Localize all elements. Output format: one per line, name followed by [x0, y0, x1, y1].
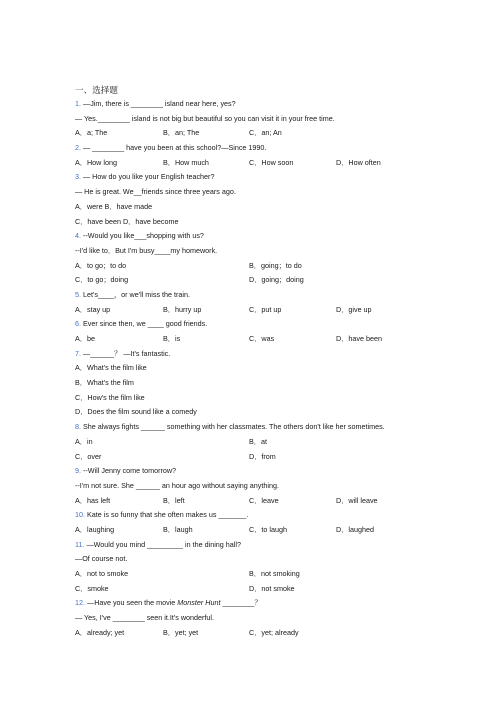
- stem-text: —Of course not.: [75, 554, 128, 564]
- stem-text: —Jim, there is ________ island near here, yes?: [83, 99, 236, 108]
- stem-text: —Would you mind _________ in the dining hall?: [86, 539, 241, 549]
- option-row: [75, 361, 435, 376]
- question-stem-line: [75, 464, 435, 479]
- question-number: 8.: [75, 422, 81, 432]
- stem-text: — ________ have you been at this school?—Since 1990.: [83, 143, 267, 153]
- stem-text: --Will Jenny come tomorrow?: [83, 466, 177, 476]
- answer-option: C．was: [249, 334, 275, 343]
- option-row: [75, 200, 435, 215]
- answer-option: A．in: [75, 436, 93, 446]
- stem-text: Kate is so funny that she often makes us _______.: [87, 510, 249, 520]
- question-stem-line: [75, 97, 435, 112]
- question-item: [75, 170, 435, 229]
- question-stem-line: [75, 229, 435, 244]
- question-number: 10.: [75, 510, 85, 520]
- stem-text: ________？: [220, 598, 262, 608]
- answer-option: B．is: [163, 334, 181, 343]
- option-row: [75, 567, 435, 582]
- question-stem-line: [75, 538, 435, 553]
- answer-option: C．How's the film like: [75, 392, 145, 402]
- option-row: [75, 303, 435, 318]
- answer-option: A．laughing: [75, 524, 115, 534]
- stem-text: —Have you seen the movie: [87, 598, 178, 608]
- stem-text: — Yes.________ island is not big but beautiful so you can visit it in your free time.: [75, 113, 335, 123]
- question-number: 11.: [75, 539, 85, 549]
- question-item: [75, 596, 435, 640]
- option-row: [75, 435, 435, 450]
- option-row: [75, 626, 435, 641]
- answer-option: D．not smoke: [249, 583, 295, 593]
- answer-option: D．going；doing: [249, 275, 304, 285]
- option-row: [75, 494, 435, 509]
- question-stem-line: [75, 185, 435, 200]
- question-stem-line: [75, 112, 435, 127]
- question-item: [75, 538, 435, 597]
- exam-content: [75, 84, 435, 640]
- option-row: [75, 450, 435, 465]
- option-row: [75, 582, 435, 597]
- stem-text: Ever since then, we ____ good friends.: [83, 319, 208, 329]
- answer-option: A．How long: [75, 157, 117, 167]
- stem-italic-title: Monster Hunt: [177, 598, 221, 608]
- question-item: [75, 97, 435, 141]
- stem-text: — He is great. We__friends since three years ago.: [75, 187, 236, 197]
- answer-option: B．at: [249, 436, 267, 446]
- answer-option: A．a; The: [75, 128, 108, 138]
- answer-option: A．stay up: [75, 304, 111, 314]
- answer-option: A．has left: [75, 495, 111, 505]
- question-stem-line: [75, 244, 435, 259]
- answer-option: A．already; yet: [75, 627, 125, 637]
- answer-option: B．yet; yet: [163, 627, 199, 637]
- answer-option: C．leave: [249, 495, 279, 505]
- option-row: [75, 156, 435, 171]
- answer-option: C．to laugh: [249, 524, 287, 534]
- answer-option: C．put up: [249, 304, 282, 314]
- question-item: [75, 141, 435, 170]
- question-number: 3.: [75, 172, 81, 182]
- option-row: [75, 332, 435, 347]
- stem-text: — Yes, I've ________ seen it.It's wonderful.: [75, 613, 214, 623]
- question-number: 6.: [75, 319, 81, 329]
- question-stem-line: [75, 347, 435, 362]
- answer-option: D．give up: [336, 304, 372, 314]
- question-number: 2.: [75, 143, 81, 153]
- option-row: [75, 391, 435, 406]
- answer-option: C．yet; already: [249, 627, 299, 637]
- question-item: [75, 420, 435, 464]
- answer-option: B．going；to do: [249, 260, 302, 270]
- option-row: [75, 126, 435, 141]
- question-stem-line: [75, 170, 435, 185]
- question-list: [75, 97, 435, 640]
- stem-text: --Would you like___shopping with us?: [83, 231, 204, 241]
- question-number: 7.: [75, 348, 81, 358]
- answer-option: D．Does the film sound like a comedy: [75, 407, 197, 417]
- answer-option: A．not to smoke: [75, 569, 129, 578]
- question-stem-line: [75, 611, 435, 626]
- answer-option: B．left: [163, 495, 185, 505]
- answer-option: C．have been D．have become: [75, 216, 179, 226]
- question-number: 5.: [75, 289, 81, 299]
- answer-option: B．not smoking: [249, 569, 300, 578]
- question-number: 4.: [75, 231, 81, 241]
- answer-option: D．will leave: [336, 495, 378, 505]
- question-stem-line: [75, 420, 435, 435]
- answer-option: D．have been: [336, 334, 382, 343]
- question-stem-line: [75, 141, 435, 156]
- question-number: 9.: [75, 466, 81, 476]
- option-row: [75, 405, 435, 420]
- question-stem-line: [75, 288, 435, 303]
- answer-option: D．from: [249, 451, 276, 461]
- answer-option: B．an; The: [163, 128, 200, 138]
- stem-text: --I'd like to．But I'm busy____my homework.: [75, 245, 218, 255]
- option-row: [75, 523, 435, 538]
- question-item: [75, 347, 435, 420]
- stem-text: —______？ —It's fantastic.: [83, 348, 171, 358]
- option-row: [75, 215, 435, 230]
- question-stem-line: [75, 596, 435, 611]
- answer-option: C．to go；doing: [75, 275, 129, 285]
- answer-option: C．an; An: [249, 128, 282, 138]
- answer-option: A．to go；to do: [75, 260, 127, 270]
- stem-text: She always fights ______ something with her classmates. The others don't like her sometimes.: [83, 422, 385, 432]
- answer-option: C．How soon: [249, 157, 294, 167]
- answer-option: B．hurry up: [163, 304, 202, 314]
- option-row: [75, 376, 435, 391]
- question-number: 1.: [75, 99, 81, 108]
- question-stem-line: [75, 552, 435, 567]
- question-item: [75, 508, 435, 537]
- question-stem-line: [75, 479, 435, 494]
- answer-option: C．smoke: [75, 583, 109, 593]
- stem-text: Let's____，or we'll miss the train.: [83, 289, 191, 299]
- question-item: [75, 464, 435, 508]
- answer-option: A．What's the film like: [75, 363, 147, 373]
- stem-text: --I'm not sure. She ______ an hour ago without saying anything.: [75, 480, 279, 490]
- answer-option: B．How much: [163, 157, 209, 167]
- question-item: [75, 288, 435, 317]
- answer-option: A．be: [75, 334, 95, 343]
- answer-option: A．were B．have made: [75, 201, 153, 211]
- question-item: [75, 317, 435, 346]
- option-row: [75, 259, 435, 274]
- question-item: [75, 229, 435, 288]
- answer-option: D．How often: [336, 157, 381, 167]
- section-title: 一、选择题: [75, 85, 118, 95]
- question-stem-line: [75, 508, 435, 523]
- question-number: 12.: [75, 598, 85, 608]
- answer-option: B．What's the film: [75, 378, 134, 388]
- question-stem-line: [75, 317, 435, 332]
- option-row: [75, 273, 435, 288]
- answer-option: D．laughed: [336, 524, 374, 534]
- stem-text: — How do you like your English teacher?: [83, 172, 215, 182]
- answer-option: C．over: [75, 451, 102, 461]
- answer-option: B．laugh: [163, 524, 193, 534]
